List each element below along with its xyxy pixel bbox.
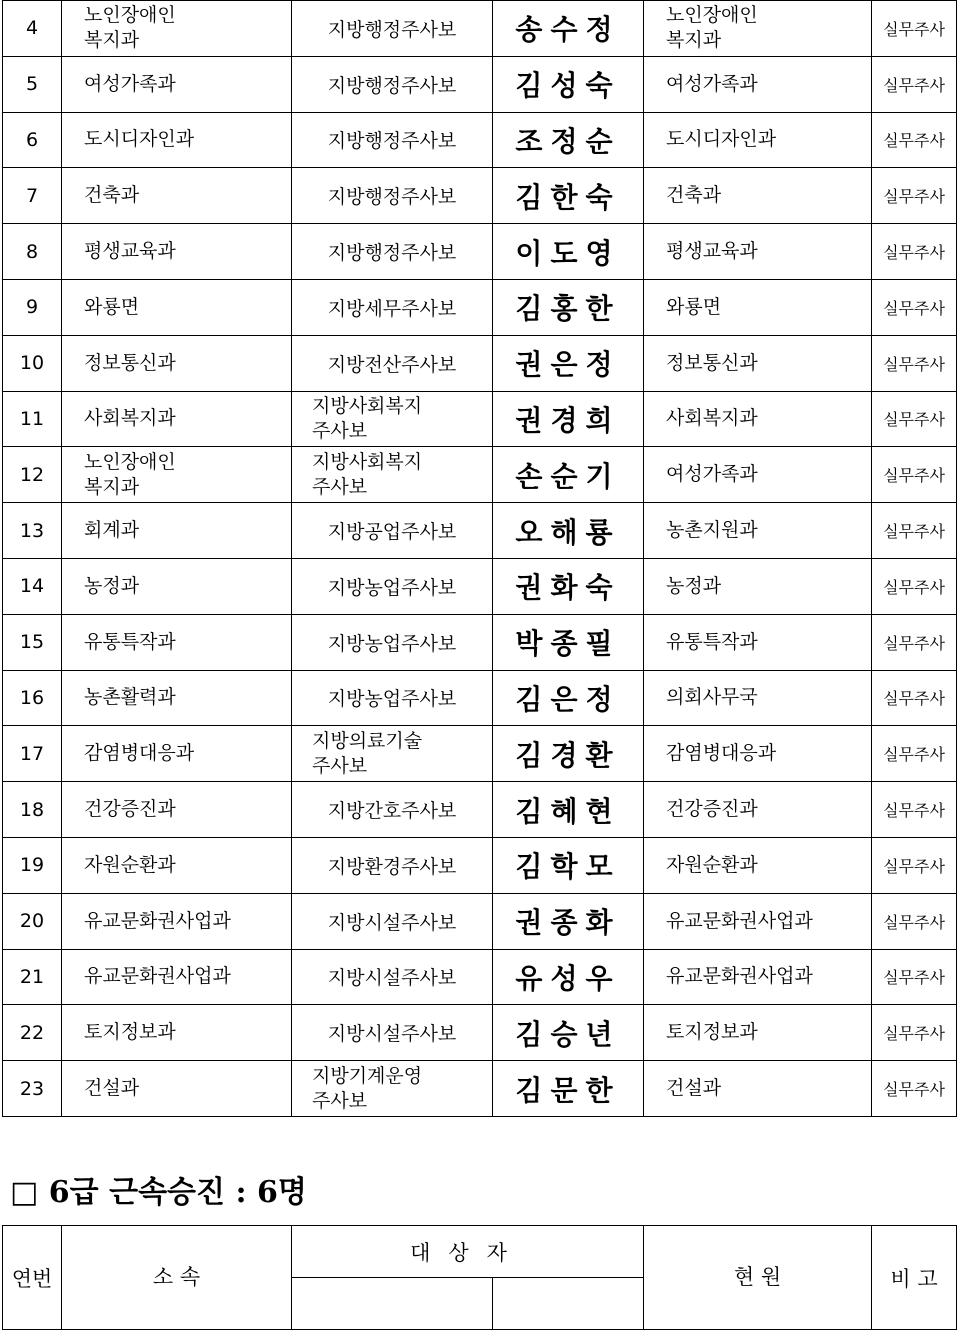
row-department-line: 평생교육과 — [84, 240, 176, 263]
row-department — [62, 279, 292, 335]
table-row — [3, 168, 957, 224]
row-rank-line: 지방공업주사보 — [327, 521, 457, 544]
row-name: 김승년 — [493, 1005, 644, 1061]
row-name: 권종화 — [493, 893, 644, 949]
row-current-dept — [644, 447, 872, 503]
row-note: 실무주사 — [872, 391, 957, 447]
row-current-dept-line: 의회사무국 — [666, 686, 758, 709]
row-department-line: 복지과 — [84, 29, 140, 52]
row-name: 권경희 — [493, 391, 644, 447]
table-row — [3, 391, 957, 447]
row-department — [62, 503, 292, 559]
header-note: 비 고 — [872, 1226, 957, 1330]
row-current-dept-line: 도시디자인과 — [666, 128, 777, 151]
table-row — [3, 558, 957, 614]
row-note: 실무주사 — [872, 1, 957, 57]
row-number: 17 — [3, 726, 62, 782]
row-department — [62, 670, 292, 726]
row-name: 김문한 — [493, 1061, 644, 1117]
row-department — [62, 335, 292, 391]
row-name: 김은정 — [493, 670, 644, 726]
row-rank — [292, 670, 493, 726]
row-department — [62, 168, 292, 224]
row-rank — [292, 56, 493, 112]
row-current-dept-line: 유교문화권사업과 — [666, 965, 813, 988]
row-rank-line: 지방행정주사보 — [327, 74, 457, 97]
row-rank — [292, 335, 493, 391]
header-dept: 소 속 — [62, 1226, 292, 1330]
row-name: 김혜현 — [493, 782, 644, 838]
table-row — [3, 893, 957, 949]
row-name: 조정순 — [493, 112, 644, 168]
table-row — [3, 1061, 957, 1117]
header-row-1 — [3, 1226, 957, 1278]
row-name: 김학모 — [493, 837, 644, 893]
row-name: 이도영 — [493, 224, 644, 280]
row-current-dept-line: 농촌지원과 — [666, 519, 758, 542]
row-rank — [292, 558, 493, 614]
row-current-dept — [644, 112, 872, 168]
row-current-dept — [644, 726, 872, 782]
row-rank-line: 지방행정주사보 — [327, 186, 457, 209]
row-department — [62, 1, 292, 57]
row-current-dept-line: 자원순환과 — [666, 853, 758, 876]
row-rank-line: 지방행정주사보 — [327, 242, 457, 265]
row-rank-line: 지방시설주사보 — [327, 1023, 457, 1046]
row-name: 송수정 — [493, 1, 644, 57]
row-current-dept-line: 와룡면 — [666, 295, 722, 318]
row-rank-line: 주사보 — [312, 475, 368, 498]
row-rank — [292, 1, 493, 57]
row-note: 실무주사 — [872, 335, 957, 391]
row-number: 19 — [3, 837, 62, 893]
row-current-dept-line: 여성가족과 — [666, 72, 758, 95]
row-department-line: 와룡면 — [84, 295, 140, 318]
row-department-line: 도시디자인과 — [84, 128, 195, 151]
row-department — [62, 837, 292, 893]
row-note: 실무주사 — [872, 558, 957, 614]
header-current: 현 원 — [644, 1226, 872, 1330]
row-department — [62, 56, 292, 112]
row-number: 8 — [3, 224, 62, 280]
row-current-dept — [644, 503, 872, 559]
table-row — [3, 1005, 957, 1061]
table-row — [3, 503, 957, 559]
row-department-line: 자원순환과 — [84, 853, 176, 876]
row-note: 실무주사 — [872, 168, 957, 224]
row-name: 박종필 — [493, 614, 644, 670]
row-note: 실무주사 — [872, 503, 957, 559]
row-rank — [292, 837, 493, 893]
row-name: 유성우 — [493, 949, 644, 1005]
row-number: 14 — [3, 558, 62, 614]
table-row — [3, 614, 957, 670]
row-current-dept — [644, 782, 872, 838]
row-rank-line: 지방의료기술 — [312, 729, 423, 752]
row-note: 실무주사 — [872, 782, 957, 838]
row-rank-line: 지방농업주사보 — [327, 632, 457, 655]
table-row — [3, 447, 957, 503]
row-rank-line: 지방간호주사보 — [327, 800, 457, 823]
row-rank-line: 지방농업주사보 — [327, 688, 457, 711]
row-note: 실무주사 — [872, 56, 957, 112]
row-department-line: 토지정보과 — [84, 1021, 176, 1044]
row-number: 21 — [3, 949, 62, 1005]
row-department-line: 노인장애인 — [84, 450, 176, 473]
row-rank-line: 지방전산주사보 — [327, 353, 457, 376]
row-current-dept-line: 복지과 — [666, 29, 722, 52]
row-department-line: 농촌활력과 — [84, 686, 176, 709]
row-rank-line: 주사보 — [312, 1089, 368, 1112]
section-title: □ 6급 근속승진 : 6명 — [10, 1175, 307, 1210]
row-note: 실무주사 — [872, 112, 957, 168]
row-department-line: 유교문화권사업과 — [84, 965, 231, 988]
row-rank — [292, 224, 493, 280]
table-row — [3, 782, 957, 838]
row-number: 9 — [3, 279, 62, 335]
row-name: 오해룡 — [493, 503, 644, 559]
row-current-dept — [644, 837, 872, 893]
row-current-dept — [644, 168, 872, 224]
row-rank-line: 지방시설주사보 — [327, 911, 457, 934]
row-department-line: 건강증진과 — [84, 798, 176, 821]
row-name: 김홍한 — [493, 279, 644, 335]
row-current-dept — [644, 558, 872, 614]
row-rank-line: 지방환경주사보 — [327, 855, 457, 878]
row-department — [62, 782, 292, 838]
row-rank-line: 지방시설주사보 — [327, 967, 457, 990]
row-rank — [292, 614, 493, 670]
row-note: 실무주사 — [872, 670, 957, 726]
row-number: 22 — [3, 1005, 62, 1061]
table-row — [3, 224, 957, 280]
row-current-dept-line: 건설과 — [666, 1077, 722, 1100]
row-note: 실무주사 — [872, 1005, 957, 1061]
row-number: 11 — [3, 391, 62, 447]
row-note: 실무주사 — [872, 447, 957, 503]
row-department — [62, 1061, 292, 1117]
promotion-table — [2, 0, 957, 1117]
row-name: 손순기 — [493, 447, 644, 503]
row-note: 실무주사 — [872, 279, 957, 335]
row-rank — [292, 1061, 493, 1117]
row-current-dept-line: 유통특작과 — [666, 630, 758, 653]
row-rank — [292, 726, 493, 782]
row-current-dept — [644, 279, 872, 335]
table-row — [3, 279, 957, 335]
row-rank — [292, 391, 493, 447]
row-current-dept — [644, 224, 872, 280]
table-row — [3, 335, 957, 391]
row-note: 실무주사 — [872, 224, 957, 280]
row-rank-line: 지방사회복지 — [312, 450, 423, 473]
row-rank — [292, 782, 493, 838]
row-number: 13 — [3, 503, 62, 559]
row-current-dept — [644, 893, 872, 949]
row-current-dept-line: 노인장애인 — [666, 4, 758, 27]
row-department-line: 유통특작과 — [84, 630, 176, 653]
row-current-dept-line: 사회복지과 — [666, 407, 758, 430]
row-department-line: 감염병대응과 — [84, 742, 195, 765]
row-rank — [292, 949, 493, 1005]
row-department — [62, 726, 292, 782]
row-department-line: 복지과 — [84, 475, 140, 498]
row-rank — [292, 112, 493, 168]
row-current-dept-line: 유교문화권사업과 — [666, 909, 813, 932]
row-note: 실무주사 — [872, 949, 957, 1005]
row-rank-line: 지방행정주사보 — [327, 130, 457, 153]
row-current-dept — [644, 949, 872, 1005]
table-row — [3, 837, 957, 893]
row-department-line: 사회복지과 — [84, 407, 176, 430]
row-note: 실무주사 — [872, 893, 957, 949]
row-current-dept — [644, 391, 872, 447]
table-row — [3, 670, 957, 726]
row-department — [62, 614, 292, 670]
row-department-line: 농정과 — [84, 574, 140, 597]
header-target: 대상자 — [292, 1226, 644, 1278]
row-current-dept-line: 감염병대응과 — [666, 742, 777, 765]
row-number: 4 — [3, 1, 62, 57]
row-number: 7 — [3, 168, 62, 224]
table-row — [3, 949, 957, 1005]
row-name: 김성숙 — [493, 56, 644, 112]
row-name: 권은정 — [493, 335, 644, 391]
row-number: 10 — [3, 335, 62, 391]
row-department — [62, 893, 292, 949]
row-rank-line: 주사보 — [312, 754, 368, 777]
row-department-line: 정보통신과 — [84, 351, 176, 374]
row-number: 23 — [3, 1061, 62, 1117]
row-rank-line: 지방농업주사보 — [327, 576, 457, 599]
row-rank-line: 지방행정주사보 — [327, 18, 457, 41]
row-current-dept — [644, 614, 872, 670]
row-name: 권화숙 — [493, 558, 644, 614]
row-department — [62, 224, 292, 280]
row-department-line: 건설과 — [84, 1077, 140, 1100]
row-current-dept — [644, 670, 872, 726]
row-number: 20 — [3, 893, 62, 949]
row-rank-line: 지방세무주사보 — [327, 297, 457, 320]
row-rank — [292, 1005, 493, 1061]
row-number: 5 — [3, 56, 62, 112]
row-department-line: 건축과 — [84, 184, 140, 207]
row-rank — [292, 893, 493, 949]
row-current-dept — [644, 56, 872, 112]
table-body — [3, 1, 957, 1117]
row-current-dept-line: 평생교육과 — [666, 240, 758, 263]
row-number: 12 — [3, 447, 62, 503]
row-rank — [292, 503, 493, 559]
row-note: 실무주사 — [872, 837, 957, 893]
row-note: 실무주사 — [872, 1061, 957, 1117]
row-current-dept-line: 농정과 — [666, 574, 722, 597]
row-current-dept-line: 건축과 — [666, 184, 722, 207]
header-rank-blank — [292, 1278, 493, 1330]
table-row — [3, 1, 957, 57]
header-no: 연번 — [3, 1226, 62, 1330]
header-name-blank — [493, 1278, 644, 1330]
row-department — [62, 1005, 292, 1061]
row-department-line: 회계과 — [84, 519, 140, 542]
row-current-dept-line: 정보통신과 — [666, 351, 758, 374]
row-current-dept-line: 건강증진과 — [666, 798, 758, 821]
row-note: 실무주사 — [872, 726, 957, 782]
row-rank-line: 지방기계운영 — [312, 1064, 423, 1087]
row-rank — [292, 279, 493, 335]
row-department — [62, 447, 292, 503]
next-table-header — [2, 1225, 957, 1330]
row-name: 김한숙 — [493, 168, 644, 224]
table-row — [3, 112, 957, 168]
row-rank — [292, 168, 493, 224]
row-department-line: 유교문화권사업과 — [84, 909, 231, 932]
row-rank-line: 지방사회복지 — [312, 394, 423, 417]
row-department — [62, 949, 292, 1005]
row-department — [62, 391, 292, 447]
row-current-dept — [644, 1, 872, 57]
row-number: 16 — [3, 670, 62, 726]
row-rank-line: 주사보 — [312, 419, 368, 442]
row-department-line: 여성가족과 — [84, 72, 176, 95]
row-department — [62, 558, 292, 614]
row-number: 15 — [3, 614, 62, 670]
row-name: 김경환 — [493, 726, 644, 782]
row-number: 18 — [3, 782, 62, 838]
row-note: 실무주사 — [872, 614, 957, 670]
row-current-dept — [644, 1061, 872, 1117]
row-current-dept — [644, 1005, 872, 1061]
row-current-dept-line: 여성가족과 — [666, 463, 758, 486]
row-current-dept — [644, 335, 872, 391]
row-rank — [292, 447, 493, 503]
row-number: 6 — [3, 112, 62, 168]
table-row — [3, 726, 957, 782]
row-department — [62, 112, 292, 168]
table-row — [3, 56, 957, 112]
row-department-line: 노인장애인 — [84, 4, 176, 27]
row-current-dept-line: 토지정보과 — [666, 1021, 758, 1044]
